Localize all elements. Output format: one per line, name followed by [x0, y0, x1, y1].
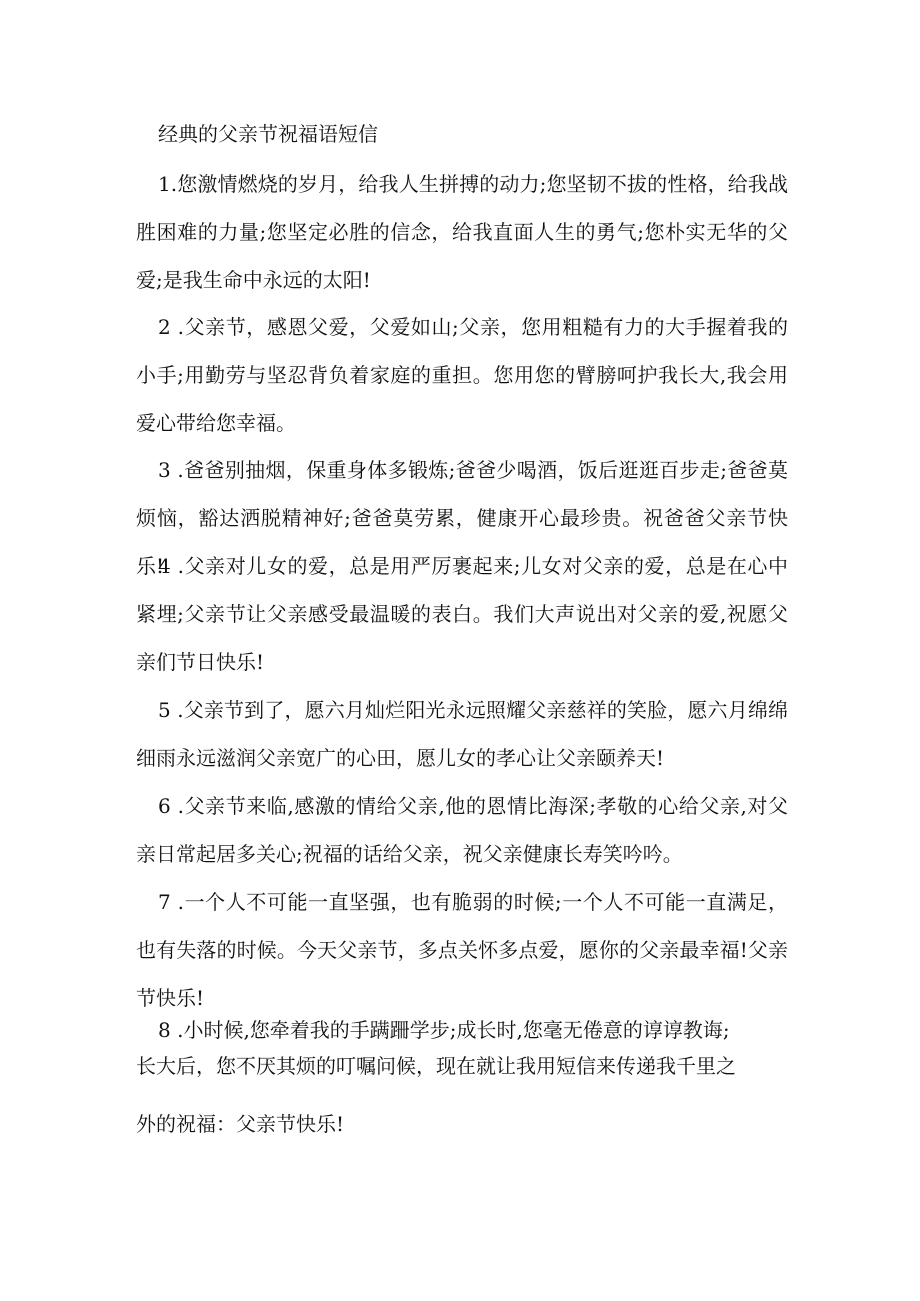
paragraph-8-line-2: 长大后，您不厌其烦的叮嘱问候，现在就让我用短信来传递我千里之 — [136, 1054, 736, 1078]
paragraph-5: 5 .父亲节到了，愿六月灿烂阳光永远照耀父亲慈祥的笑脸，愿六月绵绵细雨永远滋润父亲宽广的心田，愿儿女的孝心让父亲颐养天! — [136, 698, 788, 770]
paragraph-4: 4 .父亲对儿女的爱，总是用严厉裹起来;儿女对父亲的爱，总是在心中紧埋;父亲节让父亲感受最温暖的表白。我们大声说出对父亲的爱,祝愿父亲们节日快乐! — [136, 554, 788, 674]
document-title: 经典的父亲节祝福语短信 — [158, 122, 378, 146]
paragraph-7: 7 .一个人不可能一直坚强，也有脆弱的时候;一个人不可能一直满足，也有失落的时候。今天父亲节，多点关怀多点爱，愿你的父亲最幸福!父亲节快乐! — [136, 890, 788, 1010]
paragraph-6: 6 .父亲节来临,感激的情给父亲,他的恩情比海深;孝敬的心给父亲,对父亲日常起居多关心;祝福的话给父亲，祝父亲健康长寿笑吟吟。 — [136, 794, 788, 866]
paragraph-3: 3 .爸爸别抽烟，保重身体多锻炼;爸爸少喝酒，饭后逛逛百步走;爸爸莫烦恼，豁达洒脱精神好;爸爸莫劳累，健康开心最珍贵。祝爸爸父亲节快乐! — [136, 458, 788, 578]
paragraph-8-line-1: 8 .小时候,您牵着我的手蹒跚学步;成长时,您毫无倦意的谆谆教诲; — [158, 1018, 730, 1042]
paragraph-8-line-3: 外的祝福：父亲节快乐! — [136, 1112, 345, 1136]
paragraph-1: 1.您激情燃烧的岁月，给我人生拼搏的动力;您坚韧不拔的性格，给我战胜困难的力量;您坚定必胜的信念，给我直面人生的勇气;您朴实无华的父爱;是我生命中永远的太阳! — [136, 172, 788, 292]
paragraph-2: 2 .父亲节，感恩父爱，父爱如山;父亲，您用粗糙有力的大手握着我的小手;用勤劳与坚忍背负着家庭的重担。您用您的臂膀呵护我长大,我会用爱心带给您幸福。 — [136, 315, 788, 435]
